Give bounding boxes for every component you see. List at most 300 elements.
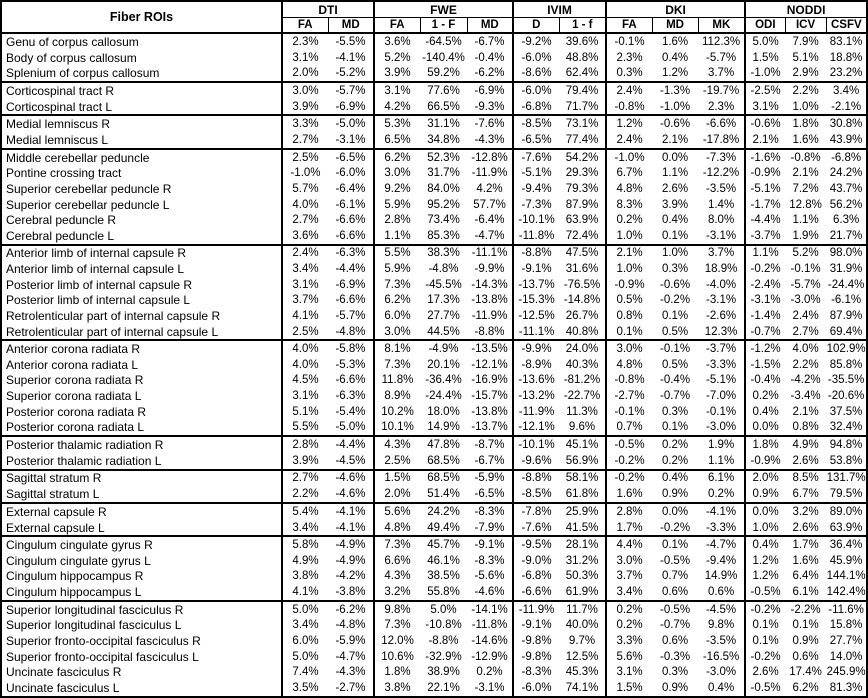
table-row bbox=[1, 99, 867, 116]
value-cell: -1.4% bbox=[745, 308, 785, 324]
value-cell: 0.3% bbox=[661, 263, 689, 276]
table-row bbox=[1, 277, 867, 293]
value-cell: -3.7% bbox=[698, 340, 745, 357]
value-cell: 1.6% bbox=[606, 486, 652, 503]
table-header bbox=[1, 1, 867, 33]
value-cell: 0.6% bbox=[707, 586, 735, 599]
value-cell: 44.5% bbox=[427, 325, 460, 338]
value-cell: 20.1% bbox=[427, 358, 460, 371]
value-cell: -13.7% bbox=[513, 277, 559, 293]
value-cell: 68.5% bbox=[427, 454, 460, 467]
table-row bbox=[1, 618, 867, 634]
column-group-header: NODDI bbox=[745, 1, 867, 18]
value-cell: -5.5% bbox=[335, 35, 366, 48]
value-cell: 5.6% bbox=[606, 649, 652, 665]
value-cell: -7.9% bbox=[474, 521, 505, 534]
value-cell: 18.8% bbox=[829, 51, 863, 64]
value-cell: 2.4% bbox=[606, 132, 652, 149]
value-cell: 55.8% bbox=[427, 586, 460, 599]
value-cell: -4.1% bbox=[335, 521, 366, 534]
value-cell: 245.9% bbox=[826, 666, 866, 679]
value-cell: -0.9% bbox=[745, 166, 785, 182]
value-cell: 9.6% bbox=[568, 421, 596, 434]
value-cell: 2.8% bbox=[282, 436, 328, 453]
value-cell: -4.5% bbox=[335, 454, 366, 467]
value-cell: 8.5% bbox=[785, 470, 826, 487]
value-cell: -6.8% bbox=[826, 149, 867, 166]
value-cell: 0.2% bbox=[606, 212, 652, 228]
value-cell: -6.2% bbox=[474, 67, 505, 80]
value-cell: 2.6% bbox=[792, 521, 819, 534]
value-cell: 31.7% bbox=[427, 167, 460, 180]
value-cell: 46.1% bbox=[427, 554, 460, 567]
value-cell: 0.2% bbox=[745, 388, 785, 404]
value-cell: 3.1% bbox=[374, 82, 420, 99]
value-cell: 58.1% bbox=[559, 470, 606, 487]
value-cell: 6.4% bbox=[792, 570, 819, 583]
table-row bbox=[1, 470, 867, 487]
value-cell: 0.0% bbox=[652, 503, 698, 520]
column-subheader: MK bbox=[698, 18, 745, 34]
value-cell: -10.1% bbox=[513, 436, 559, 453]
value-cell: -6.2% bbox=[328, 601, 374, 618]
value-cell: -7.8% bbox=[513, 503, 559, 520]
value-cell: -4.1% bbox=[698, 503, 745, 520]
value-cell: 15.8% bbox=[829, 619, 863, 632]
table-row bbox=[1, 132, 867, 149]
table-row bbox=[1, 601, 867, 618]
value-cell: -6.3% bbox=[335, 390, 366, 403]
value-cell: -2.4% bbox=[745, 277, 785, 293]
table-row bbox=[1, 324, 867, 341]
value-cell: 45.7% bbox=[420, 536, 467, 553]
value-cell: 2.1% bbox=[745, 132, 785, 149]
value-cell: -13.6% bbox=[513, 373, 559, 389]
roi-name-cell: Retrolenticular part of internal capsule R bbox=[6, 308, 221, 323]
value-cell: 8.9% bbox=[374, 388, 420, 404]
table-row bbox=[1, 453, 867, 470]
value-cell: 2.6% bbox=[745, 664, 785, 680]
column-subheader: D bbox=[513, 18, 559, 34]
value-cell: 2.2% bbox=[792, 358, 819, 371]
value-cell: 68.5% bbox=[420, 470, 467, 487]
value-cell: -3.1% bbox=[745, 292, 785, 308]
value-cell: 56.2% bbox=[829, 198, 863, 211]
value-cell: 5.1% bbox=[282, 404, 328, 420]
value-cell: 31.1% bbox=[420, 115, 467, 132]
value-cell: 4.0% bbox=[282, 357, 328, 373]
value-cell: 0.2% bbox=[661, 454, 689, 467]
value-cell: -4.5% bbox=[698, 601, 745, 618]
table-row bbox=[1, 633, 867, 649]
value-cell: 1.0% bbox=[792, 100, 819, 113]
value-cell: 6.5% bbox=[374, 132, 420, 149]
value-cell: 0.2% bbox=[606, 618, 652, 634]
value-cell: -0.7% bbox=[660, 390, 691, 403]
value-cell: 144.1% bbox=[826, 570, 866, 583]
value-cell: 9.7% bbox=[568, 635, 596, 648]
value-cell: -5.0% bbox=[335, 421, 366, 434]
roi-name-cell: Posterior limb of internal capsule R bbox=[6, 277, 193, 292]
value-cell: 2.7% bbox=[282, 132, 328, 149]
value-cell: -4.8% bbox=[335, 619, 366, 632]
value-cell: 4.8% bbox=[606, 181, 652, 197]
value-cell: 12.0% bbox=[374, 633, 420, 649]
value-cell: 3.7% bbox=[282, 292, 328, 308]
value-cell: -9.5% bbox=[513, 536, 559, 553]
value-cell: 0.3% bbox=[661, 666, 689, 679]
value-cell: 4.5% bbox=[282, 373, 328, 389]
value-cell: -0.4% bbox=[474, 51, 505, 64]
roi-name-cell: Cerebral peduncle L bbox=[6, 228, 115, 243]
value-cell: 0.8% bbox=[606, 308, 652, 324]
value-cell: -9.6% bbox=[513, 453, 559, 470]
value-cell: 3.0% bbox=[606, 340, 652, 357]
column-subheader: MD bbox=[652, 18, 698, 34]
table-row bbox=[1, 486, 867, 503]
value-cell: -4.7% bbox=[474, 229, 505, 242]
value-cell: -4.1% bbox=[328, 503, 374, 520]
table-row bbox=[1, 166, 867, 182]
value-cell: -7.6% bbox=[467, 115, 513, 132]
value-cell: -4.3% bbox=[474, 133, 505, 146]
value-cell: -4.2% bbox=[790, 374, 821, 387]
value-cell: -4.2% bbox=[335, 570, 366, 583]
value-cell: 0.0% bbox=[745, 419, 785, 436]
value-cell: 1.8% bbox=[745, 436, 785, 453]
value-cell: -19.7% bbox=[698, 82, 745, 99]
value-cell: -4.4% bbox=[335, 263, 366, 276]
column-subheader: ICV bbox=[785, 18, 826, 34]
value-cell: -7.3% bbox=[513, 197, 559, 213]
value-cell: -6.6% bbox=[335, 229, 366, 242]
value-cell: -11.1% bbox=[513, 324, 559, 341]
value-cell: -16.9% bbox=[471, 374, 508, 387]
table-row bbox=[1, 65, 867, 82]
value-cell: 0.1% bbox=[661, 309, 689, 322]
value-cell: -5.0% bbox=[328, 115, 374, 132]
value-cell: 45.1% bbox=[559, 436, 606, 453]
value-cell: 94.8% bbox=[826, 436, 867, 453]
value-cell: 7.9% bbox=[792, 35, 819, 48]
value-cell: 1.8% bbox=[785, 115, 826, 132]
value-cell: 17.4% bbox=[789, 666, 822, 679]
roi-name-cell: Superior fronto-occipital fasciculus R bbox=[6, 634, 201, 649]
value-cell: 1.6% bbox=[792, 554, 819, 567]
value-cell: 3.9% bbox=[374, 65, 420, 82]
value-cell: -0.6% bbox=[745, 115, 785, 132]
table-row bbox=[1, 569, 867, 585]
value-cell: -3.5% bbox=[706, 182, 737, 195]
roi-name-cell: Cerebral peduncle R bbox=[6, 213, 117, 228]
value-cell: -8.8% bbox=[474, 325, 505, 338]
value-cell: -1.0% bbox=[745, 65, 785, 82]
value-cell: 73.4% bbox=[427, 214, 460, 227]
value-cell: -4.9% bbox=[420, 340, 467, 357]
table-row bbox=[1, 404, 867, 420]
value-cell: -8.5% bbox=[513, 486, 559, 503]
value-cell: -12.1% bbox=[513, 419, 559, 436]
value-cell: 31.2% bbox=[565, 554, 599, 567]
value-cell: 8.3% bbox=[606, 197, 652, 213]
value-cell: 0.1% bbox=[792, 619, 819, 632]
value-cell: -0.2% bbox=[745, 649, 785, 665]
value-cell: 4.2% bbox=[374, 99, 420, 116]
value-cell: -4.6% bbox=[474, 586, 505, 599]
value-cell: -9.4% bbox=[706, 554, 737, 567]
table-row bbox=[1, 664, 867, 680]
value-cell: -1.0% bbox=[282, 166, 328, 182]
value-cell: 4.8% bbox=[606, 357, 652, 373]
value-cell: 10.6% bbox=[374, 649, 420, 665]
value-cell: 85.8% bbox=[829, 358, 863, 371]
value-cell: -36.4% bbox=[425, 374, 462, 387]
value-cell: 4.4% bbox=[606, 536, 652, 553]
value-cell: 6.0% bbox=[374, 308, 420, 324]
value-cell: -4.6% bbox=[328, 470, 374, 487]
value-cell: 5.7% bbox=[282, 181, 328, 197]
value-cell: 4.9% bbox=[785, 436, 826, 453]
value-cell: 0.2% bbox=[476, 666, 503, 679]
table-body bbox=[1, 33, 867, 697]
value-cell: -64.5% bbox=[425, 35, 462, 48]
table-row bbox=[1, 520, 867, 537]
value-cell: 0.5% bbox=[606, 292, 652, 308]
value-cell: 79.5% bbox=[829, 488, 863, 501]
value-cell: -9.9% bbox=[513, 340, 559, 357]
value-cell: 2.7% bbox=[282, 470, 328, 487]
value-cell: 59.2% bbox=[427, 67, 460, 80]
value-cell: 6.7% bbox=[606, 166, 652, 182]
value-cell: -3.8% bbox=[335, 586, 366, 599]
value-cell: 3.1% bbox=[282, 388, 328, 404]
value-cell: -6.0% bbox=[513, 82, 559, 99]
value-cell: -8.5% bbox=[513, 115, 559, 132]
value-cell: -6.6% bbox=[335, 294, 366, 307]
value-cell: 7.2% bbox=[792, 182, 819, 195]
value-cell: 5.3% bbox=[374, 115, 420, 132]
value-cell: 8.1% bbox=[374, 340, 420, 357]
roi-name-cell: Pontine crossing tract bbox=[6, 166, 122, 181]
value-cell: -1.6% bbox=[745, 149, 785, 166]
value-cell: -2.6% bbox=[706, 309, 737, 322]
value-cell: -0.1% bbox=[652, 340, 698, 357]
value-cell: -0.8% bbox=[606, 373, 652, 389]
value-cell: -8.6% bbox=[513, 65, 559, 82]
value-cell: -15.3% bbox=[513, 292, 559, 308]
table-row bbox=[1, 308, 867, 324]
value-cell: -0.5% bbox=[660, 554, 691, 567]
value-cell: 5.0% bbox=[745, 33, 785, 50]
value-cell: -35.5% bbox=[827, 374, 865, 387]
value-cell: 0.9% bbox=[661, 488, 689, 501]
value-cell: 2.0% bbox=[282, 65, 328, 82]
value-cell: 3.1% bbox=[606, 664, 652, 680]
value-cell: -0.2% bbox=[745, 601, 785, 618]
roi-name-cell: Superior cerebellar peduncle R bbox=[6, 181, 172, 196]
value-cell: -3.1% bbox=[335, 133, 366, 146]
value-cell: -0.1% bbox=[606, 33, 652, 50]
value-cell: -6.6% bbox=[335, 214, 366, 227]
roi-name-cell: Superior fronto-occipital fasciculus L bbox=[6, 649, 199, 664]
column-subheader: CSFV bbox=[826, 18, 867, 34]
value-cell: 1.7% bbox=[606, 520, 652, 537]
value-cell: 3.7% bbox=[707, 67, 735, 80]
value-cell: -3.0% bbox=[706, 666, 737, 679]
value-cell: -8.9% bbox=[513, 357, 559, 373]
value-cell: 3.9% bbox=[661, 198, 689, 211]
roi-name-cell: Superior corona radiata R bbox=[6, 373, 144, 388]
value-cell: 3.0% bbox=[606, 553, 652, 569]
value-cell: 0.2% bbox=[652, 436, 698, 453]
value-cell: 3.3% bbox=[606, 633, 652, 649]
value-cell: -0.2% bbox=[660, 521, 691, 534]
value-cell: 48.8% bbox=[565, 51, 599, 64]
value-cell: -3.7% bbox=[745, 228, 785, 245]
value-cell: -4.4% bbox=[328, 436, 374, 453]
value-cell: -4.6% bbox=[335, 488, 366, 501]
roi-name-cell: Superior longitudinal fasciculus R bbox=[1, 601, 282, 618]
value-cell: 3.2% bbox=[785, 503, 826, 520]
value-cell: -0.8% bbox=[785, 149, 826, 166]
value-cell: 1.9% bbox=[698, 436, 745, 453]
value-cell: -10.8% bbox=[425, 619, 462, 632]
value-cell: 5.0% bbox=[420, 601, 467, 618]
value-cell: 32.4% bbox=[829, 421, 863, 434]
value-cell: 61.9% bbox=[565, 586, 599, 599]
value-cell: -0.5% bbox=[745, 680, 785, 697]
value-cell: 3.7% bbox=[606, 569, 652, 585]
value-cell: -1.2% bbox=[745, 340, 785, 357]
table-row bbox=[1, 680, 867, 697]
value-cell: -0.6% bbox=[652, 115, 698, 132]
value-cell: 45.3% bbox=[565, 666, 599, 679]
value-cell: -11.1% bbox=[467, 245, 513, 262]
value-cell: 1.0% bbox=[606, 228, 652, 245]
value-cell: 0.6% bbox=[661, 586, 689, 599]
value-cell: 4.0% bbox=[282, 197, 328, 213]
value-cell: -11.9% bbox=[471, 309, 508, 322]
value-cell: 1.2% bbox=[606, 115, 652, 132]
value-cell: -8.8% bbox=[428, 635, 459, 648]
table-row bbox=[1, 33, 867, 50]
value-cell: -2.7% bbox=[606, 388, 652, 404]
value-cell: 83.1% bbox=[829, 35, 863, 48]
value-cell: 40.3% bbox=[565, 358, 599, 371]
value-cell: -1.0% bbox=[660, 100, 691, 113]
value-cell: -6.6% bbox=[335, 374, 366, 387]
value-cell: 3.0% bbox=[282, 82, 328, 99]
value-cell: -20.6% bbox=[827, 390, 865, 403]
value-cell: 56.9% bbox=[565, 454, 599, 467]
value-cell: 0.1% bbox=[745, 633, 785, 649]
roi-name-cell: Corticospinal tract L bbox=[6, 99, 113, 114]
value-cell: 3.6% bbox=[282, 228, 328, 245]
value-cell: 49.4% bbox=[427, 521, 460, 534]
value-cell: 2.5% bbox=[282, 149, 328, 166]
value-cell: 2.2% bbox=[282, 486, 328, 503]
roi-name-cell: Anterior corona radiata R bbox=[1, 340, 282, 357]
value-cell: 2.5% bbox=[282, 324, 328, 341]
value-cell: -6.0% bbox=[513, 680, 559, 697]
value-cell: 0.1% bbox=[745, 618, 785, 634]
value-cell: 51.4% bbox=[427, 488, 460, 501]
value-cell: 6.0% bbox=[282, 633, 328, 649]
value-cell: -0.1% bbox=[790, 263, 821, 276]
value-cell: -32.9% bbox=[425, 650, 462, 663]
value-cell: 2.1% bbox=[792, 405, 819, 418]
table-row bbox=[1, 419, 867, 436]
value-cell: -6.6% bbox=[698, 115, 745, 132]
value-cell: 3.0% bbox=[374, 324, 420, 341]
value-cell: 3.9% bbox=[282, 453, 328, 470]
value-cell: -6.4% bbox=[335, 182, 366, 195]
value-cell: 5.0% bbox=[282, 601, 328, 618]
value-cell: 1.2% bbox=[745, 569, 785, 585]
value-cell: 3.4% bbox=[606, 584, 652, 601]
roi-name-cell: External capsule R bbox=[1, 503, 282, 520]
value-cell: -24.4% bbox=[827, 278, 865, 291]
value-cell: -81.2% bbox=[563, 374, 601, 387]
value-cell: -3.5% bbox=[706, 635, 737, 648]
value-cell: -14.6% bbox=[471, 635, 508, 648]
value-cell: -5.1% bbox=[745, 181, 785, 197]
value-cell: -9.8% bbox=[513, 649, 559, 665]
value-cell: 3.1% bbox=[745, 99, 785, 116]
value-cell: 5.8% bbox=[282, 536, 328, 553]
column-subheader: MD bbox=[328, 18, 374, 34]
value-cell: 77.6% bbox=[420, 82, 467, 99]
value-cell: 38.5% bbox=[427, 570, 460, 583]
value-cell: 14.9% bbox=[427, 421, 460, 434]
value-cell: 0.4% bbox=[745, 536, 785, 553]
value-cell: -5.3% bbox=[335, 358, 366, 371]
value-cell: 2.9% bbox=[792, 67, 819, 80]
value-cell: -8.8% bbox=[513, 245, 559, 262]
value-cell: 3.4% bbox=[826, 82, 867, 99]
roi-name-cell: Cingulum cingulate gyrus L bbox=[6, 553, 151, 568]
value-cell: 39.6% bbox=[565, 35, 599, 48]
value-cell: 3.6% bbox=[374, 33, 420, 50]
value-cell: -17.8% bbox=[702, 133, 740, 146]
value-cell: -14.1% bbox=[467, 601, 513, 618]
value-cell: -7.6% bbox=[513, 149, 559, 166]
value-cell: 74.1% bbox=[565, 682, 599, 695]
value-cell: 4.8% bbox=[374, 520, 420, 537]
value-cell: -6.5% bbox=[513, 132, 559, 149]
value-cell: 7.3% bbox=[374, 618, 420, 634]
value-cell: 50.3% bbox=[565, 570, 599, 583]
table-row bbox=[1, 536, 867, 553]
value-cell: -76.5% bbox=[563, 278, 601, 291]
value-cell: 38.3% bbox=[420, 245, 467, 262]
value-cell: 4.3% bbox=[374, 569, 420, 585]
roi-name-cell: Posterior corona radiata L bbox=[6, 420, 145, 435]
value-cell: 5.9% bbox=[374, 197, 420, 213]
value-cell: -7.0% bbox=[706, 390, 737, 403]
value-cell: 9.8% bbox=[374, 601, 420, 618]
value-cell: -0.1% bbox=[606, 404, 652, 420]
value-cell: -3.0% bbox=[790, 294, 821, 307]
value-cell: 0.5% bbox=[661, 325, 689, 338]
roi-name-cell: Sagittal stratum L bbox=[6, 487, 100, 502]
value-cell: -0.9% bbox=[606, 277, 652, 293]
table-row bbox=[1, 245, 867, 262]
value-cell: -12.9% bbox=[471, 650, 508, 663]
table-row bbox=[1, 261, 867, 277]
value-cell: -5.7% bbox=[706, 51, 737, 64]
value-cell: 79.4% bbox=[559, 82, 606, 99]
